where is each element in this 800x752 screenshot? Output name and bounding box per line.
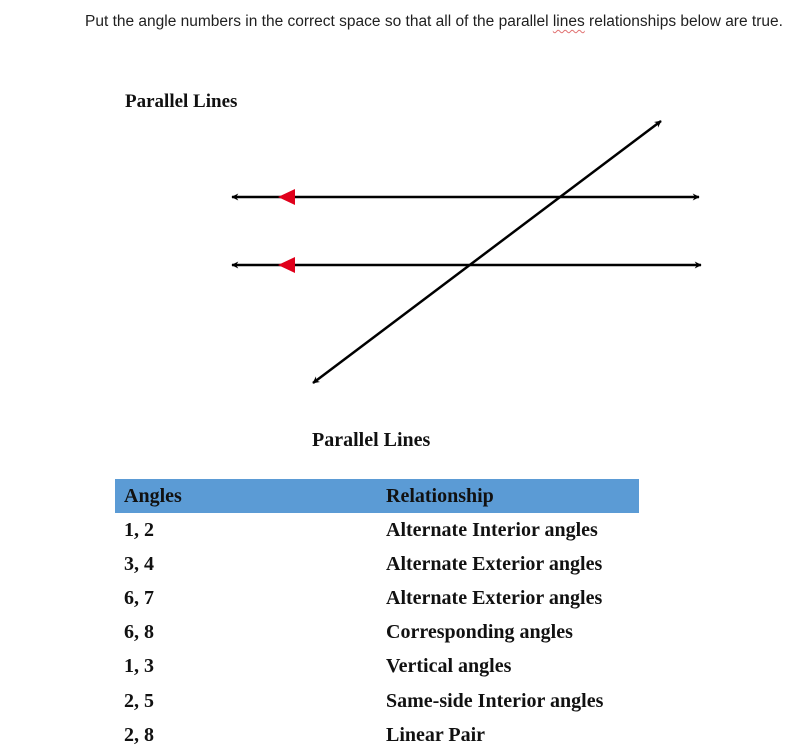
header-angles: Angles — [124, 484, 182, 507]
angles-cell: 6, 8 — [124, 621, 154, 644]
relationship-cell: Same-side Interior angles — [386, 689, 604, 712]
spellcheck-flagged-word: lines — [552, 13, 585, 30]
figure-title: Parallel Lines — [125, 91, 238, 112]
instruction-text-start: Put the angle numbers in the correct space so that all of the parallel — [85, 13, 553, 30]
relationships-table — [115, 479, 639, 752]
table-row — [115, 616, 639, 650]
angles-cell: 1, 2 — [124, 518, 154, 541]
relationship-cell: Alternate Interior angles — [386, 518, 598, 541]
relationship-cell: Linear Pair — [386, 723, 486, 746]
relationship-cell: Alternate Exterior angles — [386, 586, 603, 609]
angles-cell: 6, 7 — [124, 586, 154, 609]
parallel-marker-top — [278, 189, 295, 205]
header-relationship: Relationship — [386, 484, 494, 507]
relationship-cell: Alternate Exterior angles — [386, 552, 603, 575]
table-caption: Parallel Lines — [312, 429, 431, 451]
table-row — [115, 547, 639, 581]
table-row — [115, 650, 639, 684]
relationship-cell: Vertical angles — [386, 655, 512, 678]
table-row — [115, 581, 639, 615]
table-row — [115, 513, 639, 547]
angles-cell: 2, 5 — [124, 689, 154, 712]
table-row — [115, 684, 639, 718]
instruction-text-end: relationships below are true. — [584, 13, 783, 30]
angles-cell: 2, 8 — [124, 723, 154, 746]
transversal-line — [313, 121, 661, 383]
table-header — [115, 479, 639, 513]
parallel-marker-bottom — [278, 257, 295, 273]
relationship-cell: Corresponding angles — [386, 621, 573, 644]
angles-cell: 3, 4 — [124, 552, 154, 575]
table-row — [115, 718, 639, 752]
angles-cell: 1, 3 — [124, 655, 154, 678]
